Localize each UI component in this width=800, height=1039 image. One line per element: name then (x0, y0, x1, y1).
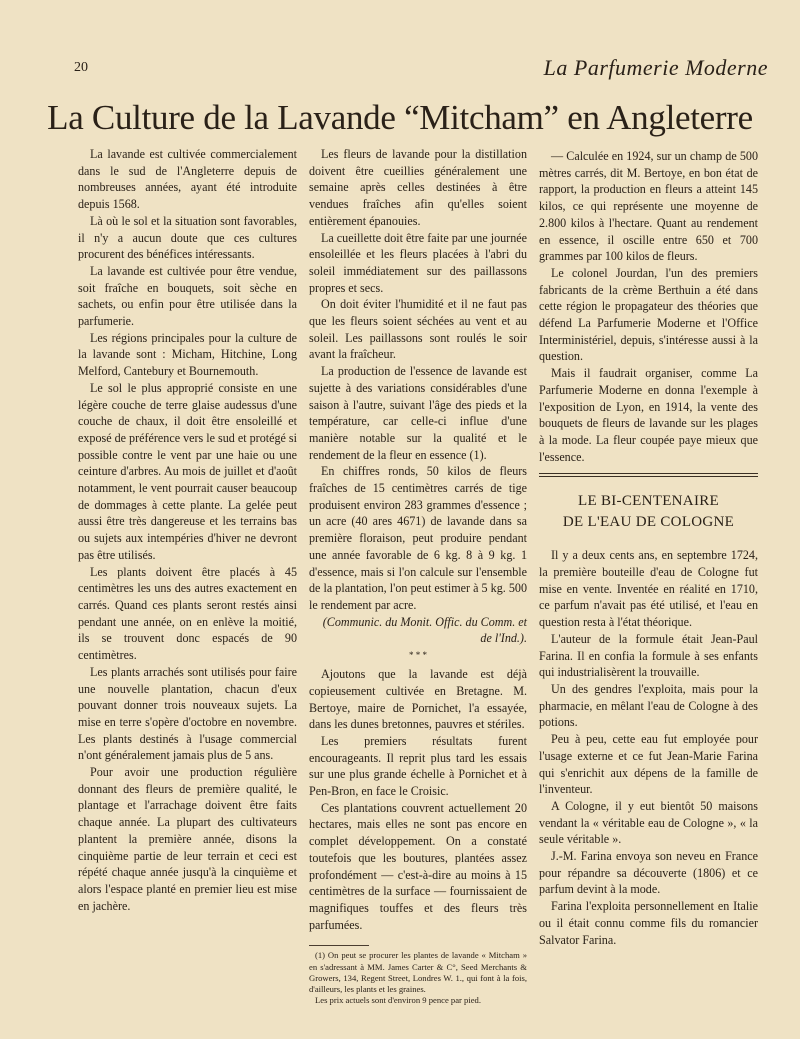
section-rule (539, 476, 758, 477)
paragraph: Il y a deux cents ans, en septembre 1724, la première bouteille d'eau de Cologne fut mise en vente. Inventée en réalité en 1710, ce parfum n'avait pas été utilisé, et l'eau en question resta à l'état théorique. (539, 548, 758, 630)
column-1 (78, 146, 297, 914)
paragraph: La cueillette doit être faite par une journée ensoleillée et les fleurs placées à l'abri du soleil immédiatement sur des paillassons propres et secs. (309, 230, 527, 295)
footnote-rule (309, 945, 369, 946)
section-rule (539, 473, 758, 474)
paragraph: A Cologne, il y eut bientôt 50 maisons vendant la « véritable eau de Cologne », « la seule véritable ». (539, 798, 758, 847)
footnotes (309, 950, 527, 1006)
paragraph: Ces plantations couvrent actuellement 20 hectares, mais elles ne sont pas encore en complet développement. On a constaté toutefois que les boutures, plantées assez profondément — c'est-à-dire au moins à 15 centimètres de la surface — fournissaient de magnifiques touffes et des fleurs très parfumées. (309, 800, 527, 932)
paragraph: La lavande est cultivée pour être vendue, soit fraîche en bouquets, soit sèche en sachets, ou enfin pour être utilisée dans la parfumerie. (78, 263, 297, 329)
paragraph: En chiffres ronds, 50 kilos de fleurs fraîches de 15 centimètres carrés de tige produisent environ 283 grammes d'essence ; un acre (40 ares 4671) de lavande dans sa première floraison, peut produire pendant une année favorable de 6 kg. 8 à 9 kg. 1 d'essence, mais si l'on calcule sur l'ensemble de la plantation, l'on peut estimer à 5 kg. 500 le rendement par acre. (309, 464, 527, 612)
column-2 (309, 146, 527, 1006)
column-3 (539, 148, 758, 948)
paragraph: La lavande est cultivée commercialement dans le sud de l'Angleterre depuis de nombreuses années, ayant été introduite depuis 1568. (78, 147, 297, 212)
page-number: 20 (74, 60, 88, 75)
paragraph: Peu à peu, cette eau fut employée pour l'usage externe et ce fut Jean-Marie Farina qui s'enrichit aux dépens de la famille de l'inventeur. (539, 732, 758, 797)
paragraph: Mais il faudrait organiser, comme La Parfumerie Moderne en donna l'exemple à l'exposition de Lyon, en 1914, la vente des bouquets de fleurs de lavande sur les plages à la mode. La fleur coupée paye mieux que l'essence. (539, 366, 758, 464)
paragraph: Les plants arrachés sont utilisés pour faire une nouvelle plantation, chacun d'eux pouvant donner trois nouveaux sujets. La mise en terre s'opère d'octobre en novembre. Les plants destinés à l'usage commercial n'ont généralement jamais plus de 5 ans. (78, 664, 297, 763)
article-title: La Culture de la Lavande “Mitcham” en Angleterre (47, 98, 753, 137)
footnote: (1) On peut se procurer les plantes de lavande « Mitcham » en s'adressant à MM. James Carter & C°, Seed Merchants & Growers, 134, Regent Street, Londres W. 1., qui font à la fois, d'ailleurs, les plants et les graines. (309, 950, 527, 994)
paragraph: Ajoutons que la lavande est déjà copieusement cultivée en Bretagne. M. Bertoye, maire de Pornichet, l'a essayée, dans les dunes bretonnes, pauvres et stériles. (309, 667, 527, 732)
paragraph: La production de l'essence de lavande est sujette à des variations considérables d'une saison à l'autre, suivant l'âge des pieds et la température, car celle-ci influe d'une manière notable sur la qualité et le rendement de la fleur en essence (1). (309, 364, 527, 462)
paragraph: Pour avoir une production régulière donnant des fleurs de première qualité, le plantage et l'arrachage doivent être faits chaque année. La plupart des cultivateurs plantent la première année, disons la cinquième partie de leur terrain et ceci est répété chaque année jusqu'à la cinquième et alors l'espace planté en premier lieu est mise en jachère. (78, 765, 297, 913)
paragraph: Un des gendres l'exploita, mais pour la pharmacie, en mêlant l'eau de Cologne à des potions. (539, 681, 758, 730)
paragraph: Le sol le plus approprié consiste en une légère couche de terre glaise audessus d'une couche de chaux, il doit être ensoleillé et exposé de préférence vers le sud et protégé si possible contre le vent par une haie ou une ceinture d'arbres. Au mois de juillet et d'août notamment, le vent pourrait causer beaucoup de dommages à cette plante. La gelée peut aussi être très dangereuse et les terrains bas ou sujets aux intempéries d'hiver ne devront pas être utilisés. (78, 380, 297, 562)
communication-credit: (Communic. du Monit. Offic. du Comm. et de l'Ind.). (322, 614, 527, 646)
footnote: Les prix actuels sont d'environ 9 pence par pied. (315, 995, 481, 1006)
paragraph: On doit éviter l'humidité et il ne faut pas que les fleurs soient séchées au vent et au soleil. Les paillassons sont roulés le soir avant la fraîcheur. (309, 297, 527, 362)
paragraph: L'auteur de la formule était Jean-Paul Farina. Il en confia la formule à ses enfants qui industrialisèrent la trouvaille. (539, 631, 758, 680)
section-title (539, 491, 758, 533)
section-title-line: LE BI-CENTENAIRE (577, 493, 720, 510)
running-title: La Parfumerie Moderne (543, 55, 768, 80)
section-stars: * * * (409, 650, 427, 661)
paragraph: — Calculée en 1924, sur un champ de 500 mètres carrés, dit M. Bertoye, en bon état de rapport, la production en fleurs a atteint 145 kilos, ce qui représente une moyenne de 2.800 kilos à l'hectare. Quant au rendement en essence, il oscille entre 650 et 700 grammes par 100 kilos de fleurs. (539, 149, 758, 264)
paragraph: Les premiers résultats furent encourageants. Il reprit plus tard les essais sur une plus grande échelle à Pornichet et à Pen-Bron, en face le Croisic. (309, 733, 527, 799)
paragraph: Les fleurs de lavande pour la distillation doivent être cueillies généralement une semaine après celles destinées à être vendues fraîches afin qu'elles soient entièrement épanouies. (309, 147, 527, 228)
paragraph: Farina l'exploita personnellement en Italie ou il était connu comme fils du romancier Salvator Farina. (539, 899, 758, 947)
paragraph: Les régions principales pour la culture de la lavande sont : Micham, Hitchine, Long Melford, Cantebury et Bournemouth. (78, 330, 297, 379)
paragraph: Là où le sol et la situation sont favorables, il n'y a aucun doute que ces cultures procurent des bénéfices intéressants. (78, 213, 297, 262)
section-title-line: DE L'EAU DE COLOGNE (562, 514, 735, 531)
paragraph: Le colonel Jourdan, l'un des premiers fabricants de la crème Berthuin a été dans cette région le propagateur des théories que défend La Parfumerie Moderne et l'Office Interministériel, depuis, s'intéresse aussi à la question. (539, 265, 758, 364)
paragraph: J.-M. Farina envoya son neveu en France pour répandre sa découverte (1806) et ce parfum devint à la mode. (539, 849, 758, 897)
paragraph: Les plants doivent être placés à 45 centimètres les uns des autres exactement en carrés. Quand ces plants seront restés ainsi pendant une année, on en enlève la moitié, ils se trouvent donc espacés de 90 centimètres. (78, 564, 297, 663)
